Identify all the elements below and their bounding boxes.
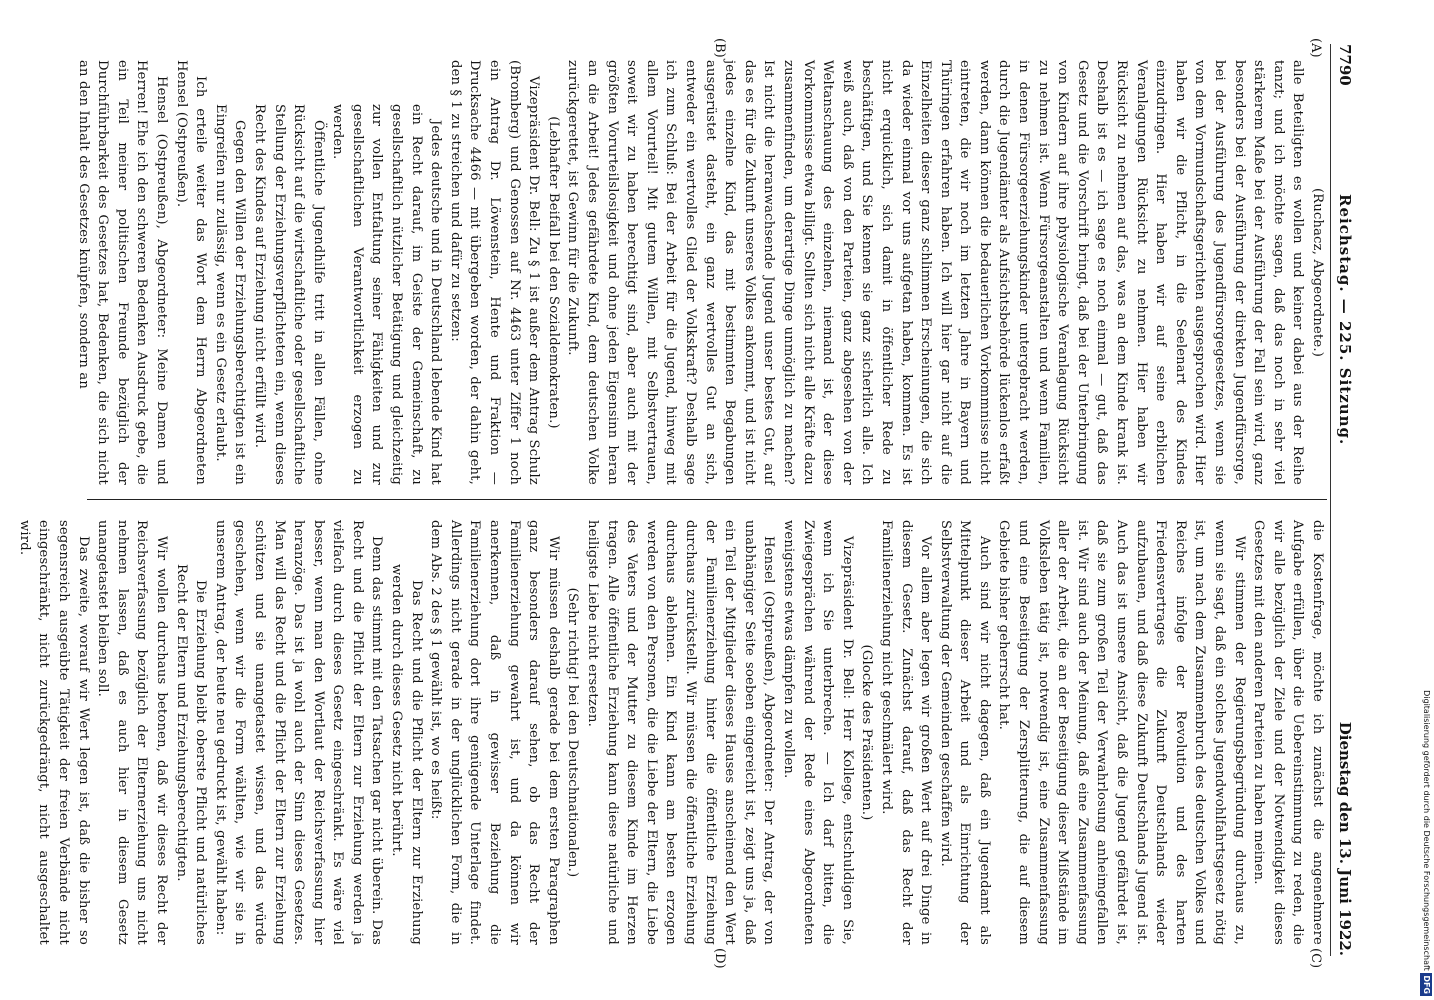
header-title: Reichstag. — 225. Sitzung. (1336, 194, 1354, 446)
paragraph: Vizepräsident Dr. Bell: Zu § 1 ist außer dem Antrag Schulz (Bromberg) und Genossen auf Nr. 4463 unter Ziffer 1 noch ein Antrag Dr. Löwenstein, Hente und Fraktion — Drucksache 4466 — mit übergeben worden, der dahin geht, den § 1 zu streichen und dafür zu setzen: (447, 60, 542, 485)
paragraph: Vor allem aber legen wir großen Wert auf drei Dinge in diesem Gesetz. Zunächst darauf, daß das Recht der Familienerziehung nicht geschmälert wird. (878, 520, 934, 945)
dfg-logo: DFG (1422, 975, 1431, 994)
quoted-text: Öffentliche Jugendhilfe tritt in allen Fällen, ohne Rücksicht auf die wirtschaftliche oder gesellschaftliche Stellung der Erziehungsverpflichteten ein, wenn dieses Recht des Kindes auf Erziehung nicht erfüllt wird. (251, 104, 326, 485)
document-page (16, 30, 1367, 970)
page-number: 7790 (1336, 44, 1354, 86)
left-column (77, 60, 1327, 485)
margin-marker-a: (A) (1308, 38, 1323, 58)
interjection: (Glocke des Präsidenten.) (859, 644, 875, 821)
paragraph: Ich erteile weiter das Wort dem Herrn Abgeordneten Hensel (Ostpreußen). (173, 60, 209, 485)
margin-marker-b: (B) (712, 38, 727, 58)
paragraph: Wir stimmen der Regierungsbegründung durchaus zu, wenn sie sagt, daß ein solches Jugendwohlfahrtsgesetz nötig ist, um nach dem Zusammenbruch des deutschen Volkes und Reiches infolge der Revolution und des harten Friedensvertrages die Zukunft Deutschlands wieder aufzubauen, und daß diese Zukunft Deutschlands Jugend ist. Auch das ist unsere Ansicht, daß die Jugend gefährdet ist, daß sie zum großen Teil der Verwahrlosung anheimgefallen ist. Wir sind auch der Meinung, daß eine Zusammenfassung aller der Arbeit, die an der Beseitigung dieser Mißstände im Volksleben tätig ist, notwendig ist, eine Zusammenfassung und eine Beseitigung der Zersplitterung, die auf diesem Gebiete bisher geherrscht hat. (996, 520, 1247, 945)
quoted-text: Das Recht und die Pflicht der Eltern zur Erziehung werden durch dieses Gesetz nicht berührt. (389, 564, 424, 945)
paragraph: Das zweite, worauf wir Wert legen ist, daß die bisher so segensreich ausgeübte Tätigkeit der freien Verbände nicht eingeschränkt, nicht zurückgedrängt, nicht ausgeschaltet wird. (16, 520, 91, 945)
paragraph: Vizepräsident Dr. Bell: Herr Kollege, entschuldigen Sie, wenn ich Sie unterbreche. — Ich darf bitten, die Zwiegesprächen während der Rede eines Abgeordneten wenigstens etwas dämpfen zu wollen. (780, 520, 855, 945)
paragraph: alle Beteiligten es wollen und keiner dabei aus der Reihe tanzt; und ich möchte sagen, daß das noch in sehr viel stärkerem Maße bei der Ausführung der Fall sein wird, ganz besonders bei der Ausführung der direkten Jugendfürsorge, bei der Ausführung des Jugendfürsorgegesetzes, wenn sie von dem Vormundschaftsgerichten ausgesprochen wird. Hier haben wir die Pflicht, in die Seelenart des Kindes einzudringen. Hier haben wir auf seine erblichen Veranlagungen Rücksicht zu nehmen. Hier haben wir Rücksicht zu nehmen auf das, was an dem Kinde krank ist. Deshalb ist es — ich sage es noch einmal — gut, daß das Gesetz und die Vorschrift bringt, daß bei der Unterbringung von Kindern auf ihre physiologische Veranlagung Rücksicht zu nehmen ist. Wenn Fürsorgeanstalten und wenn Familien, in denen Fürsorgeerziehungskinder untergebracht werden, durch die Jugendämter als Aufsichtsbehörde lückenlos erfaßt werden, dann können die bedauerlichen Vorkommnisse nicht eintreten, die wir noch im letzten Jahre in Bayern und Thüringen erfahren haben. Ich will hier gar nicht auf die Einzelheiten dieser ganz schlimmen Erscheinungen, die sich da wieder einmal vor uns aufgetan haben, kommen. Es ist nicht erquicklich, sich damit in öffentlicher Rede zu beschäftigen, und Sie kennen sie ganz sicherlich alle. Ich weiß auch, daß von den Parteien, ganz abgesehen von der Weltanschauung des einzelnen, niemand ist, der diese Vorkommnisse etwa billigt. Sollten sich nicht alle Kräfte dazu zusammenfinden, um derartige Dinge unmöglich zu machen? Ist nicht die heranwachsende Jugend unser bestes Gut, auf das es für die Zukunft unseres Volkes ankommt, und ist nicht jedes einzelne Kind, das mit bestimmten Begabungen ausgerüstet dasteht, ein ganz wertvolles Gut an sich, entweder ein wertvolles Glied der Volkskraft? Deshalb sage ich zum Schluß: Bei der Arbeit für die Jugend, hinweg mit allem Vorurteil! Mit gutem Willen, mit Selbstvertrauen, soweit wir zu haben berechtigt sind, aber auch mit der größten Vorurteilslosigkeit und ohne jeden Eigensinn heran an die Arbeit! Jedes gefährdete Kind, dem deutschen Volke zurückgerettet, ist Gewinn für die Zukunft. (565, 60, 1306, 485)
margin-marker-c: (C) (1308, 948, 1323, 969)
paragraph: Hensel (Ostpreußen), Abgeordneter: Meine Damen und Herren! Ehe ich den schweren Bedenken Ausdruck gebe, die ein Teil meiner politischen Freunde bezüglich der Durchführbarkeit des Gesetzes hat, Bedenken, die sich nicht an den Inhalt des Gesetzes knüpfen, sondern an (75, 60, 169, 485)
paragraph: Denn das stimmt mit den Tatsachen gar nicht überein. Das Recht und die Pflicht der Eltern zur Erziehung werden ja vielfach durch dieses Gesetz eingeschränkt. Es wäre viel besser, wenn man den Wortlaut der Reichsverfassung hier heranzöge. Das ist ja wohl auch der Sinn dieses Gesetzes. Man will das Recht und die Pflicht der Eltern zur Erziehung schützen und sie unangetastet wissen, und das würde geschehen, wenn wir die Form wählten, wie wir sie in unserem Antrag, der heute neu gedruckt ist, gewählt haben: (212, 520, 385, 945)
paragraph: Wir müssen deshalb gerade bei dem ersten Paragraphen ganz besonders darauf sehen, ob das Recht der Familienerziehung gewahrt ist, und da können wir anerkennen, daß in gewisser Beziehung die Familienerziehung dort ihre genügende Unterlage findet. Allerdings nicht gerade in der unglücklichen Form, die in dem Abs. 2 des § 1 gewählt ist, wo es heißt: (428, 520, 561, 945)
paragraph: Wir wollen durchaus betonen, daß wir dieses Recht der Reichsverfassung bezüglich der Elternerziehung uns nicht nehmen lassen, daß es auch hier in diesem Gesetz unangetastet bleiben soll. (95, 520, 169, 945)
quoted-text: Jedes deutsche und in Deutschland lebende Kind hat ein Recht darauf, im Geiste der Gemeinschaft, zu gesellschaftlich nützlicher Betätigung und gleichzeitig zur vollen Entfaltung seiner Fähigkeiten und zur gesellschaftlichen Verantwortlichkeit erzogen zu werden. (330, 104, 444, 485)
page-header (1330, 44, 1357, 956)
paragraph: Hensel (Ostpreußen), Abgeordneter: Der Antrag, der von unabhängiger Seite soeben eingereicht ist, zeigt uns ja, daß ein Teil der Mitglieder dieses Hauses anscheinend den Wert der Familienerziehung hinter die öffentliche Erziehung durchaus zurückstellt. Wir müssen die öffentliche Erziehung durchaus ablehnen. Ein Kind kann am besten erzogen werden von den Personen, die die Liebe der Eltern, die Liebe des Vaters und der Mutter zu diesem Kinde im Herzen tragen. Alle öffentliche Erziehung kann diese natürliche und heiligste Liebe nicht ersetzen. (585, 520, 777, 945)
speaker-attribution: (Ruchacz, Abgeordnete.) (1310, 187, 1325, 358)
applause-note: (Lebhafter Beifall bei den Sozialdemokraten.) (545, 116, 561, 429)
margin-marker-d: (D) (712, 948, 727, 969)
quoted-text: Die Erziehung bleibt oberste Pflicht und natürliches Recht der Eltern und Erziehungsberechtigten. (173, 564, 209, 945)
footnote-text: Digitalisierung gefördert durch die Deutsche Forschungsgemeinschaft (1422, 690, 1431, 971)
quoted-text: Gegen den Willen der Erziehungsberechtigten ist ein Eingreifen nur zulässig, wenn es ein Gesetz erlaubt. (212, 104, 248, 485)
interjection: (Sehr richtig! bei den Deutschnationalen.) (565, 587, 581, 878)
paragraph: die Kostenfrage, möchte ich zunächst die angenehmere Aufgabe erfüllen, über die Uebereinstimmung zu reden, die wir alle bezüglich der Ziele und der Notwendigkeit dieses Gesetzes mit den anderen Parteien zu haben meinen. (1251, 520, 1325, 945)
column-divider (87, 499, 1327, 500)
header-date: Dienstag den 13. Juni 1922. (1336, 721, 1354, 956)
digitization-footnote (1420, 4, 1432, 996)
paragraph: Auch sind wir nicht dagegen, daß ein Jugendamt als Mittelpunkt dieser Arbeit und als Einrichtung der Selbstverwaltung der Gemeinden geschaffen wird. (937, 520, 992, 945)
right-column (16, 520, 1327, 945)
